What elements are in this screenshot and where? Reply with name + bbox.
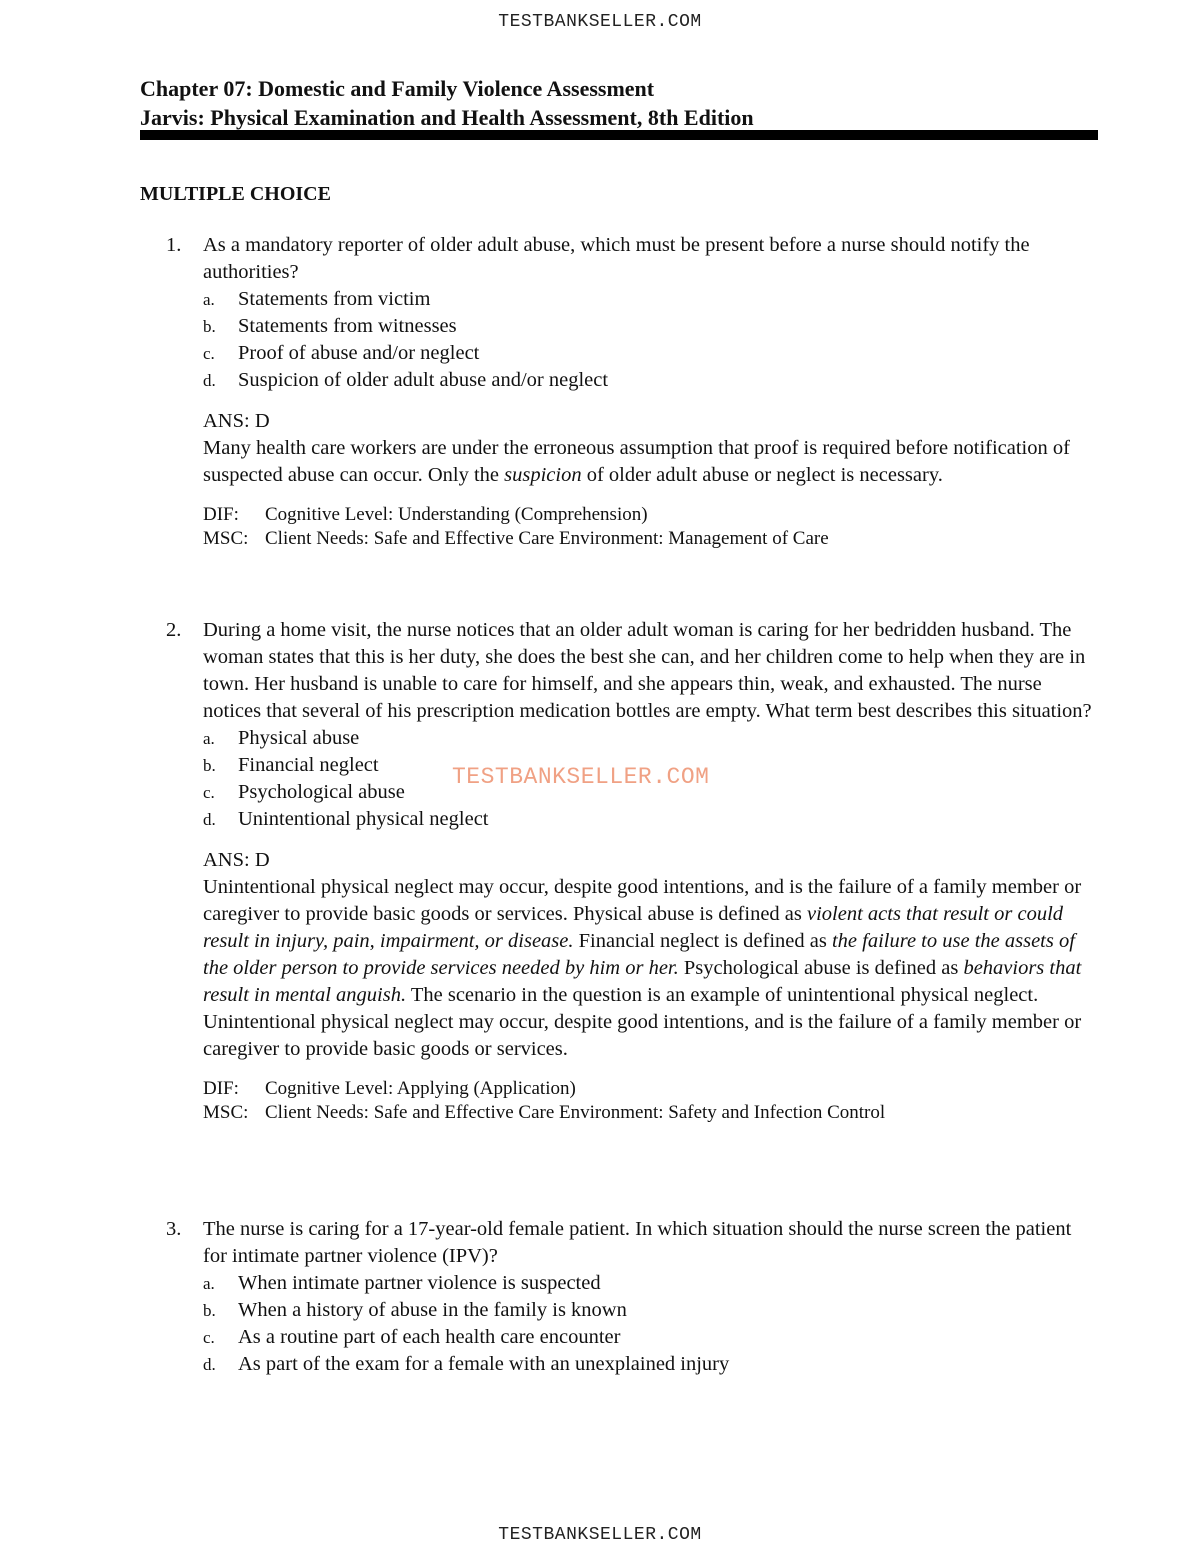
question-text: As a mandatory reporter of older adult abuse, which must be present before a nurse should notify the authorities? [203, 234, 1030, 283]
option-letter: c. [203, 344, 215, 363]
msc-value: Client Needs: Safe and Effective Care Environment: Management of Care [265, 528, 829, 549]
option-letter: b. [203, 756, 216, 775]
option-letter: b. [203, 317, 216, 336]
dif-label: DIF: [203, 504, 239, 525]
option-letter: d. [203, 371, 216, 390]
option-text: Unintentional physical neglect [238, 808, 489, 830]
answer-key: ANS: D [203, 410, 270, 432]
option-text: Statements from witnesses [238, 315, 457, 337]
answer-key: ANS: D [203, 849, 270, 871]
dif-value: Cognitive Level: Applying (Application) [265, 1078, 576, 1099]
chapter-title: Chapter 07: Domestic and Family Violence Assessment [140, 76, 655, 101]
question-metadata [140, 503, 1100, 551]
option-text: When a history of abuse in the family is known [238, 1299, 627, 1321]
option-a [140, 286, 1100, 313]
rationale-text: Financial neglect is defined as [573, 930, 832, 952]
difficulty-row [203, 1077, 1100, 1101]
question-stem [140, 1216, 1100, 1270]
msc-row [203, 1101, 1100, 1125]
option-a [140, 725, 1100, 752]
option-letter: d. [203, 810, 216, 829]
msc-row [203, 527, 1100, 551]
option-c [140, 340, 1100, 367]
question-metadata [140, 1077, 1100, 1125]
option-letter: c. [203, 783, 215, 802]
option-d [140, 367, 1100, 394]
rationale-emphasis: behaviors that result in mental anguish. [203, 957, 1082, 1006]
option-list [140, 1270, 1100, 1378]
option-text: Suspicion of older adult abuse and/or neglect [238, 369, 609, 391]
rationale-emphasis: violent acts that result or could result in injury, pain, impairment, or disease. [203, 903, 1064, 952]
msc-label: MSC: [203, 528, 249, 549]
option-c [140, 1324, 1100, 1351]
option-d [140, 1351, 1100, 1378]
rationale-text: Psychological abuse is defined as [678, 957, 964, 979]
question-3 [140, 1216, 1100, 1378]
option-letter: b. [203, 1301, 216, 1320]
rationale-emphasis: suspicion [504, 464, 582, 486]
question-number: 3. [166, 1218, 182, 1240]
footer-watermark: TESTBANKSELLER.COM [498, 1525, 702, 1545]
book-title: Jarvis: Physical Examination and Health Assessment, 8th Edition [140, 105, 754, 130]
option-letter: c. [203, 1328, 215, 1347]
document-titles [140, 74, 1100, 132]
option-d [140, 806, 1100, 833]
center-watermark: TESTBANKSELLER.COM [452, 764, 710, 790]
option-b [140, 313, 1100, 340]
option-letter: d. [203, 1355, 216, 1374]
rationale-emphasis: the failure to use the assets of the older person to provide services needed by him or her. [203, 930, 1075, 979]
msc-label: MSC: [203, 1102, 249, 1123]
header-watermark: TESTBANKSELLER.COM [498, 12, 702, 32]
rationale-text: Many health care workers are under the erroneous assumption that proof is required before notification of suspected abuse can occur. Only the [203, 437, 1070, 486]
option-text: When intimate partner violence is suspected [238, 1272, 601, 1294]
option-letter: a. [203, 1274, 215, 1293]
question-number: 2. [166, 619, 182, 641]
question-2 [140, 617, 1100, 1125]
title-rule [140, 130, 1098, 140]
question-1 [140, 232, 1100, 551]
question-text: During a home visit, the nurse notices that an older adult woman is caring for her bedridden husband. The woman states that this is her duty, she does the best she can, and her children come to help when they are in town. Her husband is unable to care for himself, and she appears thin, weak, and exhausted. The nurse notices that several of his prescription medication bottles are empty. What term best describes this situation? [203, 619, 1092, 722]
option-text: Physical abuse [238, 727, 360, 749]
dif-value: Cognitive Level: Understanding (Comprehension) [265, 504, 648, 525]
rationale-text: of older adult abuse or neglect is necessary. [581, 464, 943, 486]
option-letter: a. [203, 290, 215, 309]
option-letter: a. [203, 729, 215, 748]
option-list [140, 286, 1100, 394]
difficulty-row [203, 503, 1100, 527]
option-text: Financial neglect [238, 754, 379, 776]
dif-label: DIF: [203, 1078, 239, 1099]
question-number: 1. [166, 234, 182, 256]
option-text: Proof of abuse and/or neglect [238, 342, 480, 364]
rationale [140, 435, 1100, 489]
question-stem [140, 617, 1100, 725]
option-b [140, 1297, 1100, 1324]
option-text: As a routine part of each health care encounter [238, 1326, 621, 1348]
section-heading: MULTIPLE CHOICE [140, 183, 331, 205]
option-text: Psychological abuse [238, 781, 405, 803]
option-a [140, 1270, 1100, 1297]
question-text: The nurse is caring for a 17-year-old female patient. In which situation should the nurse screen the patient for intimate partner violence (IPV)? [203, 1218, 1072, 1267]
rationale-text: Unintentional physical neglect may occur, despite good intentions, and is the failure of a family member or caregiver to provide basic goods or services. Physical abuse is defined as [203, 876, 1082, 925]
msc-value: Client Needs: Safe and Effective Care Environment: Safety and Infection Control [265, 1102, 886, 1123]
option-text: Statements from victim [238, 288, 431, 310]
option-text: As part of the exam for a female with an unexplained injury [238, 1353, 730, 1375]
rationale [140, 874, 1100, 1063]
rationale-text: The scenario in the question is an example of unintentional physical neglect. Unintentional physical neglect may occur, despite good intentions, and is the failure of a family member or caregiver to provide basic goods or services. [203, 984, 1082, 1060]
question-stem [140, 232, 1100, 286]
